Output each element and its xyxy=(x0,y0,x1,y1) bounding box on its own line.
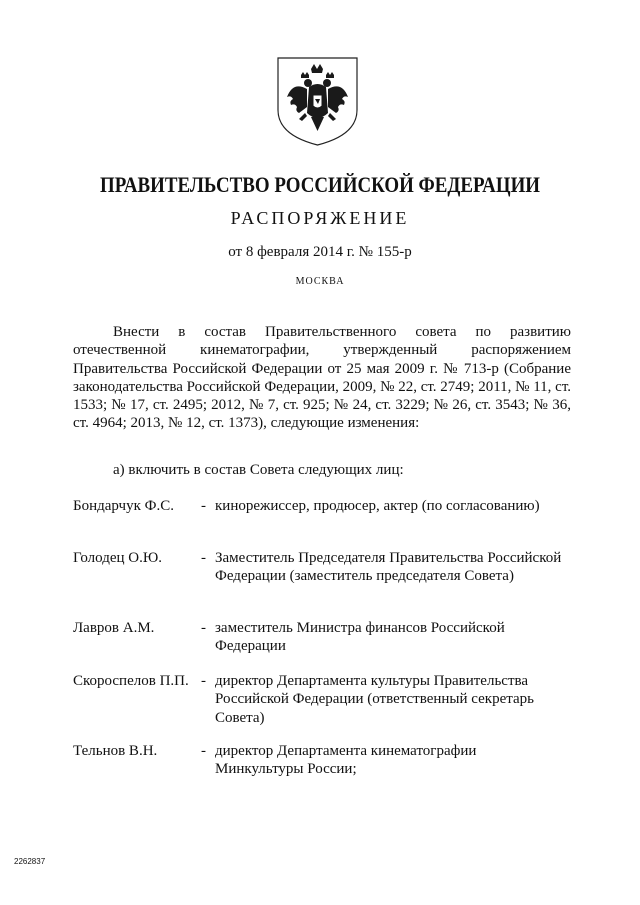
russian-coat-of-arms-icon xyxy=(275,55,360,147)
sub-item-a: а) включить в состав Совета следующих лиц: xyxy=(113,462,404,478)
member-name: Бондарчук Ф.С. xyxy=(73,498,174,514)
member-name: Скороспелов П.П. xyxy=(73,673,189,689)
member-role: директор Департамента кинематографии Минкультуры России; xyxy=(215,743,477,778)
document-type: РАСПОРЯЖЕНИЕ xyxy=(230,208,410,228)
government-title: ПРАВИТЕЛЬСТВО РОССИЙСКОЙ ФЕДЕРАЦИИ xyxy=(99,172,540,197)
member-role: директор Департамента культуры Правительства Российской Федерации (ответственный секретарь Совета) xyxy=(215,673,534,726)
member-dash: - xyxy=(201,673,206,689)
member-name: Лавров А.М. xyxy=(73,620,155,636)
member-role: заместитель Министра финансов Российской Федерации xyxy=(215,620,505,655)
member-name: Тельнов В.Н. xyxy=(73,743,158,759)
main-paragraph: Внести в состав Правительственного совета по развитию отечественной кинематографии, утвержденный распоряжением Правительства Российской Федерации от 25 мая 2009 г. № 713-р (Собрание законодательства Российской Федерации, 2009, № 22, ст. 2749; 2011, № 11, ст. 1533; № 17, ст. 2495; 2012, № 7, ст. 925; № 24, ст. 3229; № 26, ст. 3543; № 36, ст. 4964; 2013, № 12, ст. 1373), следующие изменения: xyxy=(73,324,572,432)
footer-document-code: 2262837 xyxy=(14,857,46,866)
member-dash: - xyxy=(201,550,206,566)
city: МОСКВА xyxy=(295,276,345,287)
member-dash: - xyxy=(201,498,206,514)
member-dash: - xyxy=(201,620,206,636)
member-dash: - xyxy=(201,743,206,759)
member-role: Заместитель Председателя Правительства Российской Федерации (заместитель председателя Совета) xyxy=(215,550,562,585)
document-date-number: от 8 февраля 2014 г. № 155-р xyxy=(228,244,412,260)
member-name: Голодец О.Ю. xyxy=(73,550,163,566)
member-role: кинорежиссер, продюсер, актер (по согласованию) xyxy=(215,498,540,514)
